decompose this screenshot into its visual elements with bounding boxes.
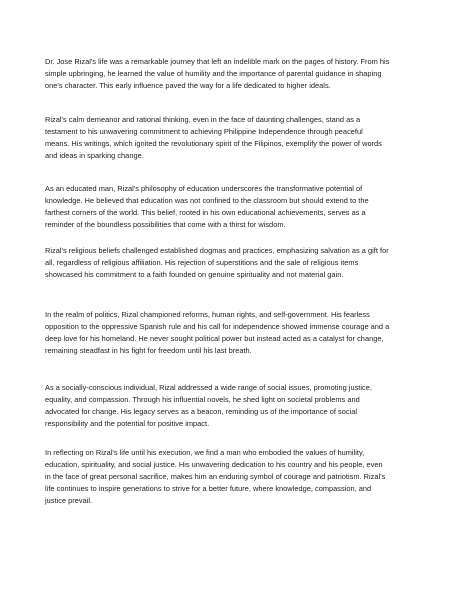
text-line: reminder of the boundless possibilities that come with a thirst for wisdom. (45, 220, 286, 230)
text-line: justice prevail. (45, 496, 93, 506)
paragraph-politics (45, 309, 435, 357)
paragraph-demeanor (45, 114, 435, 162)
text-line: means. His writings, which ignited the revolutionary spirit of the Filipinos, exemplify the power of words (45, 139, 382, 149)
paragraph-social-issues (45, 382, 435, 430)
text-line: life continues to inspire generations to strive for a better future, where knowledge, compassion, and (45, 484, 372, 494)
text-line: Dr. Jose Rizal's life was a remarkable journey that left an indelible mark on the pages of history. From his (45, 57, 390, 66)
text-line: advocated for change. His legacy serves as a beacon, reminding us of the importance of social (45, 407, 358, 417)
text-line: knowledge. He believed that education was not confined to the classroom but should extend to the (45, 196, 369, 206)
text-line: in the face of great personal sacrifice, makes him an enduring symbol of courage and patriotism. Rizal's (45, 472, 386, 482)
paragraph-religion (45, 245, 435, 281)
text-line: Rizal's calm demeanor and rational thinking, even in the face of daunting challenges, stand as a (45, 115, 361, 124)
text-line: responsibility and the potential for positive impact. (45, 419, 210, 429)
text-line: opposition to the oppressive Spanish rule and his call for independence showed immense courage and a (45, 322, 390, 332)
text-line: showcased his commitment to a faith founded on genuine spirituality and not material gain. (45, 270, 344, 280)
paragraph-education (45, 183, 435, 231)
text-line: Rizal's religious beliefs challenged established dogmas and practices, emphasizing salvation as a gift for (45, 246, 389, 255)
paragraph-upbringing (45, 56, 435, 92)
text-line: education, spirituality, and social justice. His unwavering dedication to his country and his people, even (45, 460, 383, 470)
text-line: As a socially-conscious individual, Rizal addressed a wide range of social issues, promoting justice, (45, 383, 372, 392)
text-line: farthest corners of the world. This belief, rooted in his own educational achievements, serves as a (45, 208, 366, 218)
text-line: In the realm of politics, Rizal championed reforms, human rights, and self-government. His fearless (45, 310, 370, 319)
text-line: simple upbringing, he learned the value of humility and the importance of parental guidance in shaping (45, 69, 382, 79)
text-line: As an educated man, Rizal's philosophy of education underscores the transformative potential of (45, 184, 363, 193)
text-line: deep love for his homeland. He never sought political power but instead acted as a catalyst for change, (45, 334, 384, 344)
text-line: one's character. This early influence paved the way for a life dedicated to higher ideals. (45, 81, 331, 91)
text-line: all, regardless of religious affiliation. His rejection of superstitions and the sale of religious items (45, 258, 359, 268)
text-line: In reflecting on Rizal's life until his execution, we find a man who embodied the values of humility, (45, 448, 365, 457)
text-line: equality, and compassion. Through his influential novels, he shed light on societal problems and (45, 395, 360, 405)
text-line: remaining steadfast in his fight for freedom until his last breath. (45, 346, 252, 356)
text-line: and ideas in sparking change. (45, 151, 144, 161)
text-line: testament to his unwavering commitment to achieving Philippine Independence through peaceful (45, 127, 363, 137)
paragraph-reflection (45, 447, 435, 507)
